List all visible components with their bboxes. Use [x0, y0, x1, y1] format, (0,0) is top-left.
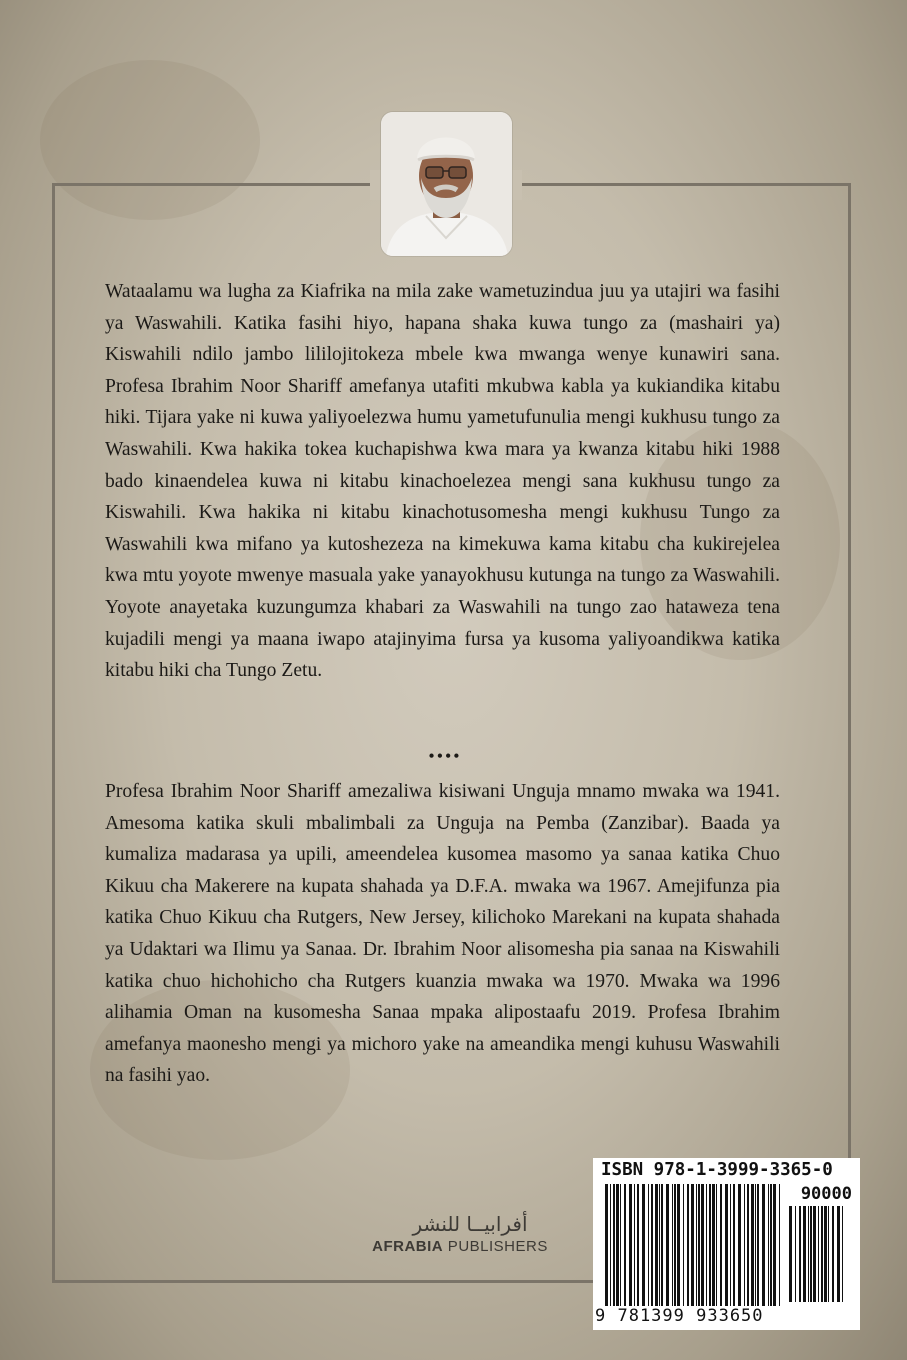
price-addon: 90000: [800, 1184, 852, 1204]
barcode-bar: [803, 1206, 806, 1302]
author-portrait-icon: [381, 112, 512, 256]
barcode-bar: [821, 1206, 823, 1302]
barcode-bar: [744, 1184, 745, 1306]
barcode-bar: [751, 1184, 754, 1306]
barcode-bar: [757, 1184, 759, 1306]
barcode-bar: [808, 1206, 809, 1302]
barcode-bar: [698, 1184, 700, 1306]
barcode-bar: [773, 1184, 776, 1306]
barcode-bar: [701, 1184, 704, 1306]
barcode-bar: [837, 1206, 840, 1302]
barcode-bar: [762, 1184, 765, 1306]
barcode-bar: [642, 1184, 645, 1306]
barcode-bar: [674, 1184, 676, 1306]
barcode-bar: [687, 1184, 689, 1306]
author-bio-paragraph: Profesa Ibrahim Noor Shariff amezaliwa kisiwani Unguja mnamo mwaka wa 1941. Amesoma katika skuli mbalimbali za Unguja na Pemba (Zanzibar). Baada ya kumaliza madarasa ya upili, ameendelea kusomea masomo ya sanaa katika Chuo Kikuu cha Makerere na kupata shahada ya D.F.A. mwaka wa 1967. Amejifunza pia katika Chuo Kikuu cha Rutgers, New Jersey, kilichoko Marekani na kupata shahada ya Udaktari wa Ilimu ya Sanaa. Dr. Ibrahim Noor alisomesha pia sanaa na Kiswahili katika chuo hichohicho cha Rutgers kuanzia mwaka wa 1970. Mwaka wa 1996 alihamia Oman na kusomesha Sanaa mpaka alipostaafu 2019. Profesa Ibrahim amefanya maonesho mengi ya michoro yake na ameandika mengi kuhusu Waswahili na fasihi yao.: [105, 781, 780, 1087]
barcode-bar: [779, 1184, 780, 1306]
barcode-bar: [672, 1184, 673, 1306]
barcode-bar: [795, 1206, 796, 1302]
barcode-bar: [629, 1184, 632, 1306]
barcode-bar: [648, 1184, 649, 1306]
barcode-bar: [832, 1206, 834, 1302]
publisher-name-rest: PUBLISHERS: [443, 1238, 548, 1255]
barcode-bar: [691, 1184, 694, 1306]
barcode-bars: [605, 1184, 783, 1306]
barcode-bar: [605, 1184, 608, 1306]
barcode-bar: [616, 1184, 619, 1306]
barcode-bar: [634, 1184, 635, 1306]
barcode-bar: [725, 1184, 728, 1306]
barcode-bar: [770, 1184, 772, 1306]
barcode-bar: [747, 1184, 749, 1306]
barcode-bar: [706, 1184, 707, 1306]
barcode-bar: [789, 1206, 792, 1302]
barcode-bar: [651, 1184, 653, 1306]
section-separator: ••••: [428, 746, 462, 766]
barcode-bar: [720, 1184, 722, 1306]
barcode-bar: [696, 1184, 697, 1306]
publisher-name-bold: AFRABIA: [372, 1238, 444, 1255]
addon-barcode-bars: [789, 1206, 847, 1302]
barcode-bar: [637, 1184, 639, 1306]
barcode-bar: [813, 1206, 816, 1302]
barcode-bar: [755, 1184, 756, 1306]
barcode-bar: [661, 1184, 663, 1306]
barcode-bar: [730, 1184, 731, 1306]
barcode-bar: [733, 1184, 735, 1306]
barcode-bar: [709, 1184, 711, 1306]
barcode-bar: [824, 1206, 827, 1302]
barcode-bar: [683, 1184, 684, 1306]
barcode-bar: [810, 1206, 812, 1302]
barcode-bar: [677, 1184, 680, 1306]
barcode-bar: [716, 1184, 717, 1306]
barcode-bar: [768, 1184, 769, 1306]
barcode-bar: [828, 1206, 829, 1302]
barcode-bar: [659, 1184, 660, 1306]
barcode-bar: [610, 1184, 611, 1306]
barcode-bar: [655, 1184, 658, 1306]
publisher-arabic-name: أفرابيــا للنشر: [412, 1212, 528, 1236]
author-photo: [381, 112, 512, 256]
barcode-bar: [712, 1184, 715, 1306]
isbn-number: ISBN 978-1-3999-3365-0: [601, 1160, 833, 1180]
barcode-bar: [799, 1206, 801, 1302]
publisher-logo-text: [350, 1238, 570, 1255]
description-paragraph: Wataalamu wa lugha za Kiafrika na mila zake wametuzindua juu ya utajiri wa fasihi ya Waswahili. Katika fasihi hiyo, hapana shaka kuwa tungo za (mashairi ya) Kiswahili ndilo jambo lililojitokeza mbele kwa mwanga wenye kunawiri sana. Profesa Ibrahim Noor Shariff amefanya utafiti mkubwa kabla ya kukiandika kitabu hiki. Tijara yake ni kuwa yaliyoelezwa humu yametufunulia mengi kukhusu tungo za Waswahili. Kwa hakika tokea kuchapishwa kwa mara ya kwanza kitabu hiki 1988 bado kinaendelea kuwa ni kitabu kinachoelezea mengi sana kukhusu tungo za Kiswahili. Kwa hakika ni kitabu kinachotusomesha mengi kukhusu Tungo za Waswahili kwa mifano ya kutoshezeza na kimekuwa kama kitabu cha kukirejelea kwa mtu yoyote mwenye masuala yake yanayokhusu kutunga na tungo za Waswahili. Yoyote anayetaka kuzungumza khabari za Waswahili na tungo zao hataweza tena kujadili mengi ya maana iwapo atajinyima fursa ya kusoma yaliyoandikwa katika kitabu hiki cha Tungo Zetu.: [105, 281, 780, 682]
barcode-bar: [613, 1184, 615, 1306]
barcode-bar: [842, 1206, 843, 1302]
barcode-bar: [624, 1184, 626, 1306]
barcode-bar: [620, 1184, 621, 1306]
isbn-barcode: [593, 1158, 860, 1330]
barcode-bar: [666, 1184, 669, 1306]
barcode-bar: [738, 1184, 741, 1306]
barcode-bar: [818, 1206, 819, 1302]
barcode-digits: 9 781399 933650: [595, 1306, 764, 1326]
